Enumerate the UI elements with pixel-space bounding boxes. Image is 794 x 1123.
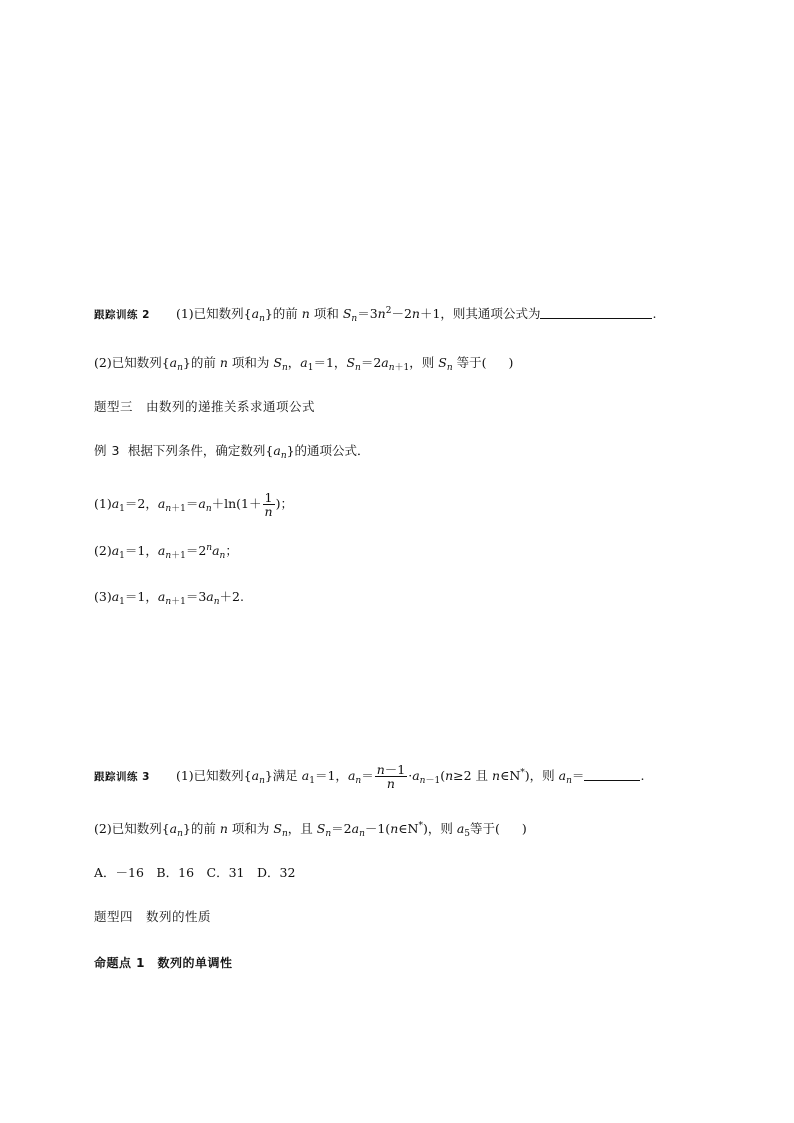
training2-p1-text: (1)已知数列$\{a_n\}$的前 n 项和 $S_n=3n^2-2n+1$，则其通项公式为 (175, 306, 541, 325)
training3-answer-blank[interactable] (584, 768, 640, 781)
example3-stem: 例 3 根据下列条件，确定数列$\{a_n\}$的通项公式． (94, 443, 370, 462)
training3-part2: (2)已知数列$\{a_n\}$的前 n 项和为 $S_n$，且 $S_n=2a_n-1(n\in N^*)$，则 $a_5$等于( ) (94, 821, 527, 840)
training2-label: 跟踪训练 2 (94, 309, 150, 321)
example3-label: 例 3 (94, 443, 120, 458)
fraction-1-over-n: $\frac{1}{n}$ (264, 490, 273, 519)
training2-answer-blank[interactable] (540, 306, 652, 319)
training3-label: 跟踪训练 3 (94, 771, 150, 783)
training2-part1: 跟踪训练 2 (1)已知数列$\{a_n\}$的前 n 项和 $S_n=3n^2-2n+1$，则其通项公式为 . (94, 306, 657, 325)
fraction-n-minus-1-over-n: $\frac{n-1}{n}$ (376, 762, 406, 791)
example3-condition-1: $(1)a_1=2$，$a_{n+1}=a_n+\ln(1+$ $\frac{1}{n}$ )； (94, 490, 293, 519)
example3-condition-3: $(3)a_1=1$，$a_{n+1}=3a_n+2$. (94, 589, 244, 608)
training3-part1: 跟踪训练 3 (1)已知数列$\{a_n\}$满足 $a_1=1$，$a_n=$ $\frac{n-1}{n}$ $\cdot a_{n-1}(n\ge 2$ 且 n∈N*)，则 $a_n=$ . (94, 762, 645, 791)
training3-options[interactable]: A．－16 B．16 C．31 D．32 (94, 865, 296, 880)
example3-condition-2: $(2)a_1=1$，$a_{n+1}=2^na_n$； (94, 543, 238, 562)
proposition1-heading: 命题点 1 数列的单调性 (94, 956, 233, 970)
training2-part2: (2)已知数列$\{a_n\}$的前 n 项和为 $S_n$，$a_1=1$，$S_n=2a_{n+1}$，则 $S_n$ 等于( ) (94, 355, 514, 374)
type4-heading: 题型四 数列的性质 (94, 909, 212, 924)
type3-heading: 题型三 由数列的递推关系求通项公式 (94, 399, 316, 414)
